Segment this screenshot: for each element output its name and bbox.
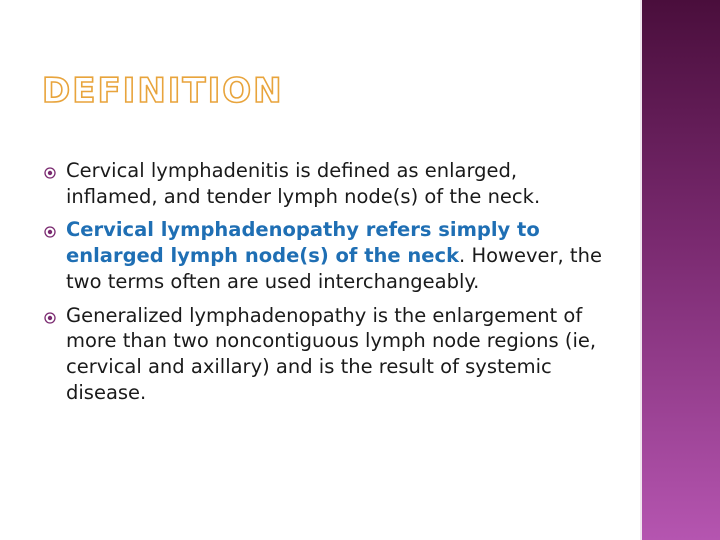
circled-dot-icon xyxy=(44,312,56,324)
bullet-text: Generalized lymphadenopathy is the enlargement of more than two noncontiguous lymph node regions (ie, cervical and axillary) and is the result of systemic disease. xyxy=(66,303,597,404)
bullet-item-3 xyxy=(44,303,610,406)
circled-dot-icon xyxy=(44,167,56,179)
bullet-item-2 xyxy=(44,217,610,294)
sidebar-accent-bar xyxy=(642,0,720,540)
slide-title: DEFINITION xyxy=(42,71,284,111)
bullet-text: Cervical lymphadenitis is defined as enlarged, inflamed, and tender lymph node(s) of the neck. xyxy=(66,159,541,208)
bullet-text: . However, the two terms often are used interchangeably. xyxy=(66,244,602,293)
circled-dot-icon xyxy=(44,226,56,238)
bullet-item-1 xyxy=(44,158,610,209)
bullet-highlight-text: Cervical lymphadenopathy refers simply to enlarged lymph node(s) of the neck xyxy=(66,218,540,268)
bullet-list xyxy=(44,158,610,414)
